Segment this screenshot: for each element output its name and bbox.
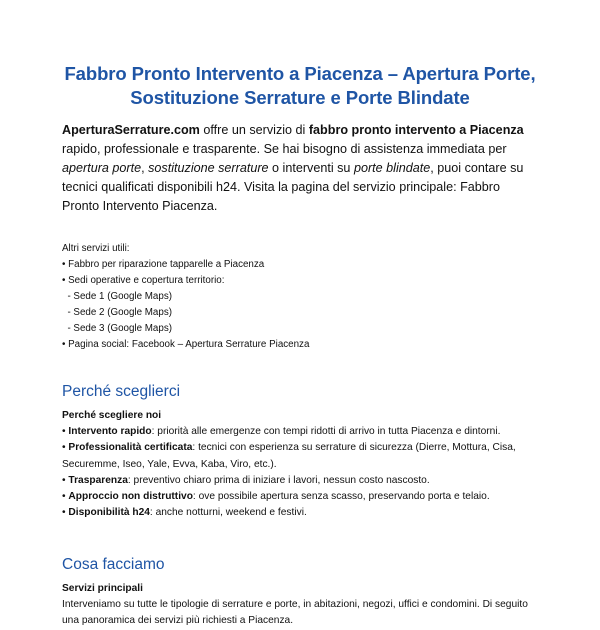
list-item[interactable]: • Pagina social: Facebook – Apertura Serrature Piacenza: [62, 339, 310, 350]
other-services-heading: Altri servizi utili:: [62, 243, 130, 254]
brand-name: AperturaSerrature.com: [62, 123, 200, 137]
why-subheading: Perché scegliere noi: [62, 410, 162, 421]
intro-bold-service: fabbro pronto intervento a Piacenza: [308, 123, 524, 137]
intro-italic-apertura: apertura porte: [62, 161, 142, 175]
intro-italic-sostituzione: sostituzione serrature: [148, 161, 269, 175]
what-subheading: Servizi principali: [62, 582, 143, 594]
list-item: • Professionalità certificata: tecnici con esperienza su serrature di sicurezza (Dierre, Mottura, Cisa, Securemme, Iseo, Yale, Evva, Kaba, Viro, etc.).: [62, 442, 516, 470]
page-title: Fabbro Pronto Intervento a Piacenza – Apertura Porte, Sostituzione Serrature e Porte Blindate: [64, 63, 536, 108]
list-item[interactable]: - Sede 1 (Google Maps): [62, 291, 172, 302]
what-paragraph: Interveniamo su tutte le tipologie di serrature e porte, in abitazioni, negozi, uffici e condomini. Di seguito una panoramica dei servizi più richiesti a Piacenza.: [62, 598, 528, 627]
intro-text-2: rapido, professionale e trasparente. Se hai bisogno di assistenza immediata per: [62, 142, 507, 156]
list-item[interactable]: - Sede 3 (Google Maps): [62, 323, 172, 334]
intro-text-1: offre un servizio di: [199, 123, 309, 137]
intro-italic-blindate: porte blindate: [353, 161, 431, 175]
intro-text-4: o interventi su: [268, 161, 354, 175]
intro-text-3: ,: [141, 161, 149, 175]
section-heading-what: Cosa facciamo: [62, 555, 165, 573]
list-item[interactable]: • Fabbro per riparazione tapparelle a Piacenza: [62, 259, 265, 270]
list-item: • Sedi operative e copertura territorio:: [62, 275, 225, 286]
section-heading-why: Perché sceglierci: [62, 383, 181, 400]
intro-paragraph: [62, 121, 538, 216]
list-item: • Approccio non distruttivo: ove possibile apertura senza scasso, preservando porta e telaio.: [62, 491, 490, 503]
other-services-list: [62, 241, 538, 353]
intro-text-5: , puoi contare su tecnici qualificati disponibili h24. Visita la pagina del servizio principale: Fabbro Pronto Intervento Piacenza.: [62, 161, 524, 213]
list-item: • Intervento rapido: priorità alle emergenze con tempi ridotti di arrivo in tutta Piacenza e dintorni.: [62, 426, 501, 437]
list-item: • Disponibilità h24: anche notturni, weekend e festivi.: [62, 507, 307, 519]
list-item: • Trasparenza: preventivo chiaro prima di iniziare i lavori, nessun costo nascosto.: [62, 474, 430, 486]
why-list: [62, 424, 538, 522]
list-item[interactable]: - Sede 2 (Google Maps): [62, 307, 172, 318]
